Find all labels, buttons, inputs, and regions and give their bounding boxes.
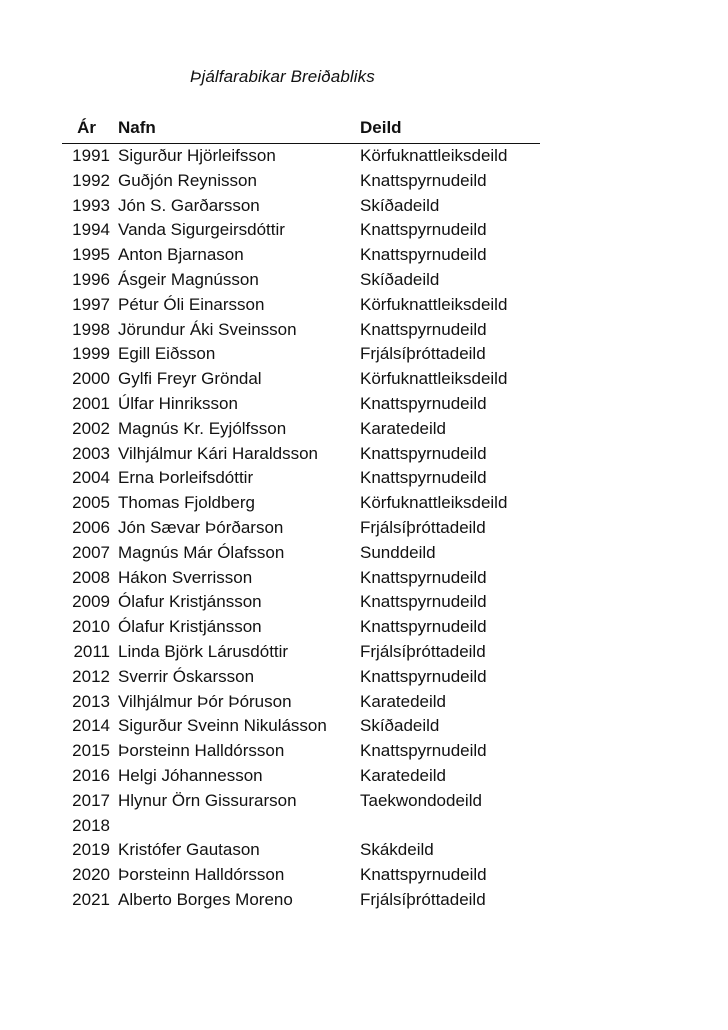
cell-name: Magnús Kr. Eyjólfsson [118,418,287,438]
cell-year: 2015 [72,741,110,761]
cell-department: Frjálsíþróttadeild [360,641,486,661]
cell-name: Sverrir Óskarsson [118,666,255,686]
cell-year: 2009 [72,592,110,612]
cell-name: Vilhjálmur Þór Þóruson [118,691,292,711]
table-row [62,392,540,417]
cell-name: Ólafur Kristjánsson [118,617,262,637]
table-row [62,442,540,467]
header-department: Deild [360,118,402,137]
cell-year: 2002 [72,418,110,438]
cell-year: 2016 [72,765,110,785]
cell-name: Ólafur Kristjánsson [118,592,262,612]
table-row [62,665,540,690]
cell-name: Anton Bjarnason [118,245,244,265]
cell-name: Thomas Fjoldberg [118,493,256,513]
cell-year: 2008 [72,567,110,587]
cell-department: Knattspyrnudeild [360,468,487,488]
cell-department: Knattspyrnudeild [360,170,487,190]
cell-year: 2017 [72,790,110,810]
cell-name: Hákon Sverrisson [118,567,253,587]
cell-year: 1996 [72,269,110,289]
cell-year: 1991 [72,146,110,165]
table-row [62,566,540,591]
table-row [62,516,540,541]
cell-year: 2011 [73,641,110,661]
table-row [62,764,540,789]
table-row [62,615,540,640]
cell-name: Jón Sævar Þórðarson [118,517,284,537]
document-title: Þjálfarabikar Breiðabliks [190,67,375,86]
cell-name: Jón S. Garðarsson [118,195,260,215]
cell-department: Körfuknattleiksdeild [360,146,508,165]
cell-department: Knattspyrnudeild [360,319,487,339]
cell-name: Linda Björk Lárusdóttir [118,641,289,661]
table-row [62,417,540,442]
table-row [62,268,540,293]
header-year: Ár [77,118,96,137]
table-row [62,218,540,243]
cell-year: 2007 [72,542,110,562]
cell-name: Vilhjálmur Kári Haraldsson [118,443,318,463]
table-row [62,714,540,739]
cell-year: 2003 [72,443,110,463]
cell-year: 2005 [72,493,110,513]
cell-name: Þorsteinn Halldórsson [118,741,285,761]
table-row [62,690,540,715]
cell-name: Erna Þorleifsdóttir [118,468,254,488]
cell-department: Taekwondodeild [360,790,482,810]
cell-name: Magnús Már Ólafsson [118,542,285,562]
cell-department: Sunddeild [360,542,436,562]
cell-department: Knattspyrnudeild [360,617,487,637]
cell-department: Knattspyrnudeild [360,443,487,463]
table-row [62,169,540,194]
cell-department: Karatedeild [360,691,447,711]
cell-name: Helgi Jóhannesson [118,765,263,785]
cell-name: Sigurður Sveinn Nikulásson [118,716,327,736]
table-row [62,838,540,863]
cell-department: Skákdeild [360,840,434,860]
cell-year: 1997 [72,294,110,314]
table-row [62,789,540,814]
cell-year: 2001 [72,393,110,413]
cell-year: 1999 [72,344,110,364]
cell-year: 2019 [72,840,110,860]
cell-year: 1994 [72,220,110,240]
cell-name: Gylfi Freyr Gröndal [118,369,262,389]
cell-year: 1998 [72,319,110,339]
table-row [62,243,540,268]
table-row [62,640,540,665]
cell-year: 1995 [72,245,110,265]
table-row [62,541,540,566]
table-row [62,888,540,913]
cell-name: Pétur Óli Einarsson [118,294,265,314]
cell-department: Frjálsíþróttadeild [360,344,486,364]
table-row [62,466,540,491]
cell-department: Körfuknattleiksdeild [360,369,508,389]
cell-department: Knattspyrnudeild [360,567,487,587]
table-row [62,491,540,516]
cell-name: Sigurður Hjörleifsson [118,146,276,165]
cell-department: Skíðadeild [360,716,440,736]
cell-name: Þorsteinn Halldórsson [118,865,285,885]
cell-department: Frjálsíþróttadeild [360,889,486,909]
cell-year: 2018 [72,815,110,835]
cell-year: 2006 [72,517,110,537]
cell-year: 2020 [72,865,110,885]
table-row [62,863,540,888]
cell-name: Guðjón Reynisson [118,170,257,190]
cell-name: Vanda Sigurgeirsdóttir [118,220,285,240]
cell-department: Knattspyrnudeild [360,220,487,240]
cell-department: Karatedeild [360,418,447,438]
cell-department: Skíðadeild [360,269,440,289]
table-row [62,318,540,343]
cell-year: 2004 [72,468,110,488]
cell-year: 1992 [72,170,110,190]
cell-department: Karatedeild [360,765,447,785]
cell-year: 1993 [72,195,110,215]
cell-year: 2000 [72,369,110,389]
cell-name: Úlfar Hinriksson [118,393,238,413]
cell-department: Knattspyrnudeild [360,741,487,761]
cell-department: Frjálsíþróttadeild [360,517,486,537]
cell-name: Hlynur Örn Gissurarson [118,790,297,810]
table-row [62,367,540,392]
cell-name: Jörundur Áki Sveinsson [118,319,297,339]
cell-year: 2014 [72,716,110,736]
awards-table [62,114,540,913]
cell-year: 2010 [72,617,110,637]
cell-department: Knattspyrnudeild [360,666,487,686]
table-row [62,590,540,615]
cell-department: Skíðadeild [360,195,440,215]
cell-name: Kristófer Gautason [118,840,260,860]
cell-year: 2012 [72,666,110,686]
table-row [62,194,540,219]
header-name: Nafn [118,118,156,137]
table-row [62,814,540,839]
table-row [62,144,540,169]
cell-name: Ásgeir Magnússon [118,269,259,289]
cell-department: Knattspyrnudeild [360,393,487,413]
cell-department: Knattspyrnudeild [360,245,487,265]
table-row [62,342,540,367]
cell-department: Knattspyrnudeild [360,865,487,885]
cell-department: Körfuknattleiksdeild [360,493,508,513]
table-row [62,739,540,764]
cell-name: Alberto Borges Moreno [118,889,293,909]
table-header-row [62,114,540,144]
cell-name: Egill Eiðsson [118,344,216,364]
table-row [62,293,540,318]
cell-year: 2013 [72,691,110,711]
cell-year: 2021 [72,889,110,909]
cell-department: Knattspyrnudeild [360,592,487,612]
cell-department: Körfuknattleiksdeild [360,294,508,314]
table-body [62,144,540,913]
